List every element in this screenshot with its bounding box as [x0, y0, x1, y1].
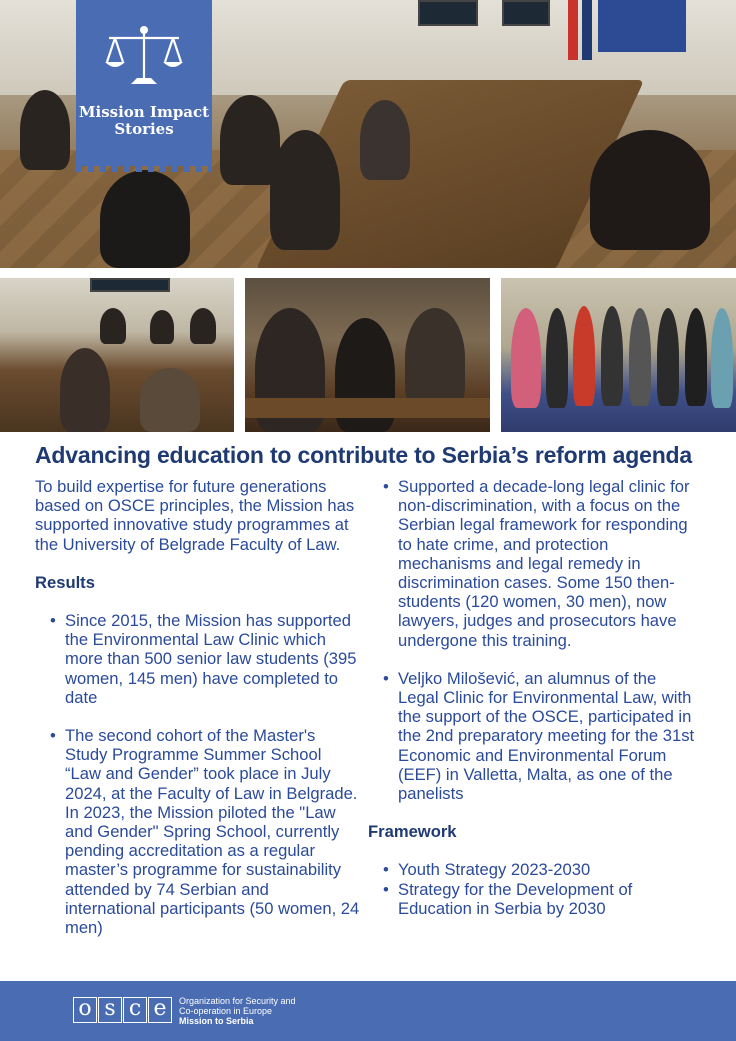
footer	[0, 981, 736, 1041]
list-item: • Since 2015, the Mission has supported the Environmental Law Clinic which more than 500 senior law students (395 women, 145 men) have completed to date	[35, 611, 360, 707]
page-title: Advancing education to contribute to Serbia’s reform agenda	[35, 442, 692, 468]
framework-list	[368, 860, 698, 918]
scales-of-justice-icon	[101, 24, 187, 86]
badge-edge	[76, 166, 212, 172]
list-item: • Youth Strategy 2023-2030	[368, 860, 698, 879]
organization-name: Organization for Security and Co-operation in Europe Mission to Serbia	[179, 996, 296, 1026]
left-column	[35, 477, 360, 937]
badge-title: Mission Impact Stories	[78, 103, 210, 138]
list-item: • Supported a decade-long legal clinic for non-discrimination, with a focus on the Serbian legal framework for responding to hate crime, and protection mechanisms and legal remedy in discrimination cases. Some 150 then-students (120 women, 30 men), now lawyers, judges and prosecutors have undergone this training.	[368, 477, 698, 650]
intro-paragraph: To build expertise for future generations based on OSCE principles, the Mission has supported innovative study programmes at the University of Belgrade Faculty of Law.	[35, 477, 355, 554]
photo-panel-discussion	[0, 278, 234, 432]
photo-students-seated	[245, 278, 490, 432]
mission-impact-badge	[76, 0, 212, 166]
photo-graduates-certificates	[501, 278, 736, 432]
right-column	[368, 477, 698, 918]
list-item: • The second cohort of the Master's Study Programme Summer School “Law and Gender” took place in July 2024, at the Faculty of Law in Belgrade. In 2023, the Mission piloted the "Law and Gender" Spring School, currently pending accreditation as a regular master’s programme for sustainability attended by 74 Serbian and international participants (50 women, 24 men)	[35, 726, 360, 937]
results-list	[35, 611, 360, 937]
list-item: • Strategy for the Development of Education in Serbia by 2030	[368, 880, 698, 918]
results-list-continued	[368, 477, 698, 803]
results-heading: Results	[35, 572, 95, 592]
list-item: • Veljko Milošević, an alumnus of the Legal Clinic for Environmental Law, with the support of the OSCE, participated in the 2nd preparatory meeting for the 31st Economic and Environmental Forum (EEF) in Valletta, Malta, as one of the panelists	[368, 669, 698, 803]
framework-heading: Framework	[368, 822, 457, 842]
osce-logo: o s c e	[73, 997, 173, 1023]
